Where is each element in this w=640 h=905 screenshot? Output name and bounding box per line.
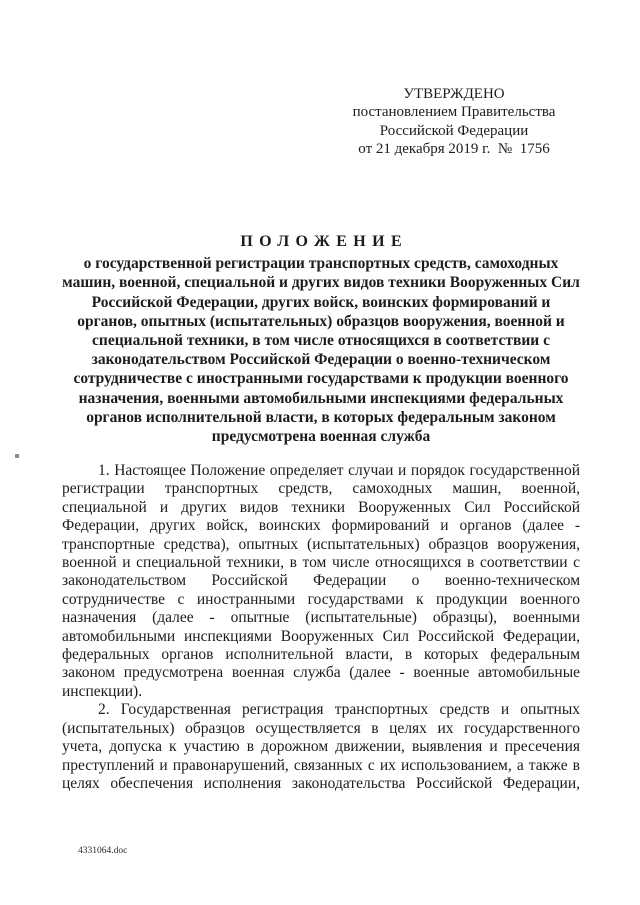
approval-line-1: УТВЕРЖДЕНО bbox=[403, 86, 505, 102]
footer-filename: 4331064.doc bbox=[78, 846, 128, 856]
approval-line-2: постановлением Правительства bbox=[352, 104, 556, 121]
approval-line-4: от 21 декабря 2019 г. № 1756 bbox=[358, 141, 550, 158]
paragraph-2: 2. Государственная регистрация транспортных средств и опытных (испытательных) образцов осуществляется в целях их государственного учета, допуска к участию в дорожном движении, выявления и пресечения преступлений и правонарушений, связанных с их использованием, а также в целях обеспечения исполнения законодательства Российской Федерации, bbox=[62, 701, 580, 792]
title-block bbox=[62, 232, 580, 446]
approval-line-3: Российской Федерации bbox=[379, 122, 529, 139]
scan-artifact-dot bbox=[15, 454, 19, 458]
doc-heading: ПОЛОЖЕНИЕ bbox=[240, 233, 409, 250]
approval-block bbox=[341, 85, 567, 159]
document-body bbox=[62, 462, 580, 793]
doc-subtitle: о государственной регистрации транспортных средств, самоходных машин, военной, специальной и других видов техники Вооруженных Сил Российской Федерации, других войск, воинских формирований и органов, опытных (испытательных) образцов вооружения, военной и специальной техники, в том числе относящихся в соответствии с законодательством Российской Федерации о военно-техническом сотрудничестве с иностранными государствами к продукции военного назначения, военными автомобильными инспекциями федеральных органов исполнительной власти, в которых федеральным законом предусмотрена военная служба bbox=[62, 255, 580, 446]
paragraph-1: 1. Настоящее Положение определяет случаи и порядок государственной регистрации транспортных средств, самоходных машин, военной, специальной и других видов техники Вооруженных Сил Российской Федерации, других войск, воинских формирований и органов (далее - транспортные средства), опытных (испытательных) образцов вооружения, военной и специальной техники, в том числе относящихся в соответствии с законодательством Российской Федерации о военно-техническом сотрудничестве с иностранными государствами к продукции военного назначения (далее - опытные (испытательные) образцы), военными автомобильными инспекциями Вооруженных Сил Российской Федерации, федеральных органов исполнительной власти, в которых федеральным законом предусмотрена военная служба (далее - военные автомобильные инспекции). bbox=[62, 462, 580, 700]
